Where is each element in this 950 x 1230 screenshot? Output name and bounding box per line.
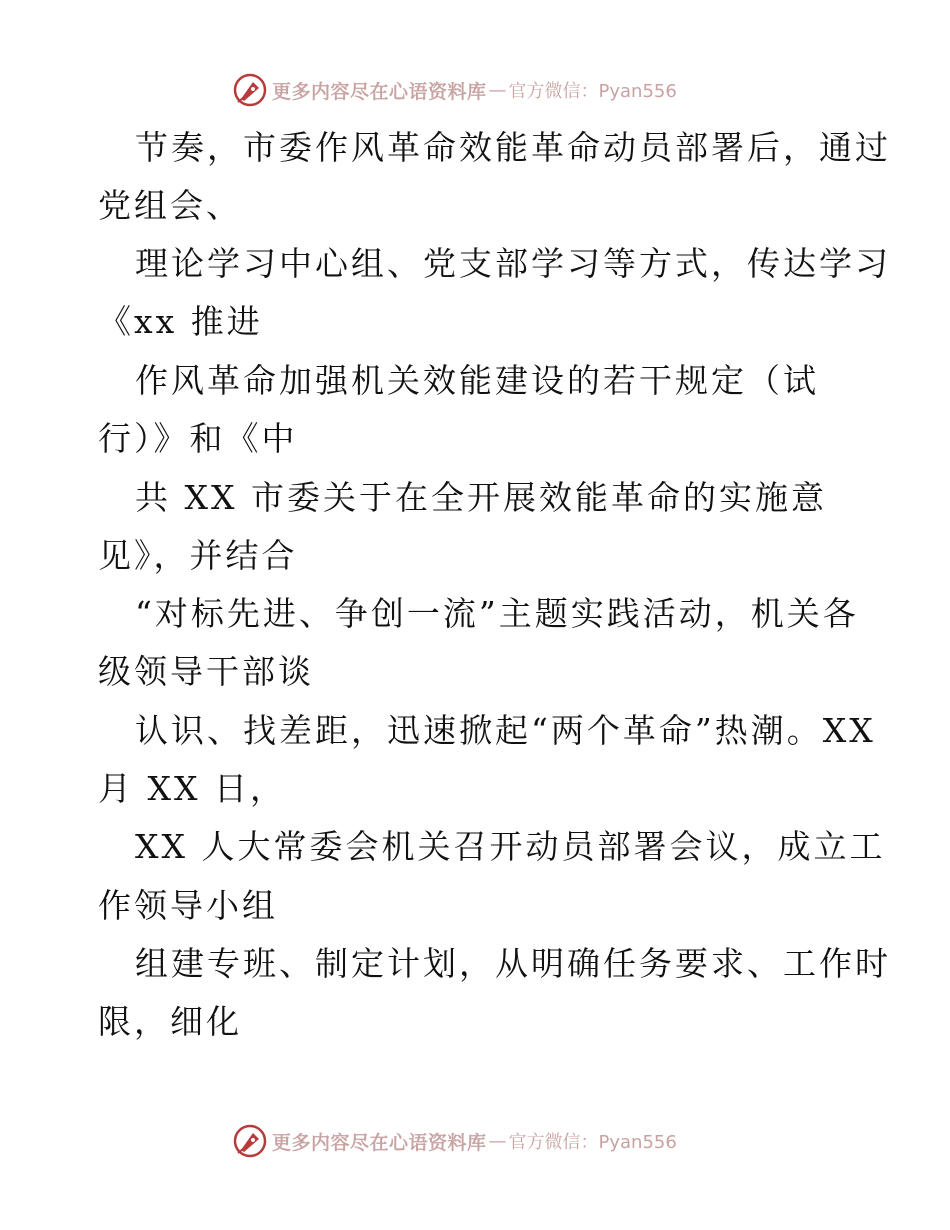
header-watermark-banner	[232, 70, 677, 110]
body-text-line: XX 人大常委会机关召开动员部署会议，成立工	[135, 827, 886, 866]
watermark-contact-text: 官方微信：Pyan556	[508, 1132, 677, 1153]
body-text-line: 作领导小组	[98, 886, 278, 925]
body-text-line: “对标先进、争创一流”主题实践活动，机关各	[135, 594, 859, 633]
watermark-main-text: 更多内容尽在心语资料库	[272, 1131, 487, 1154]
watermark-main-text: 更多内容尽在心语资料库	[272, 80, 487, 103]
pen-nib-logo-icon	[232, 1123, 268, 1159]
body-text-line: 理论学习中心组、党支部学习等方式，传达学习	[135, 244, 891, 283]
body-text-line: 作风革命加强机关效能建设的若干规定（试	[135, 361, 819, 400]
body-text-line: 党组会、	[98, 186, 242, 225]
watermark-separator: —	[488, 79, 507, 101]
body-text-line: 共 XX 市委关于在全开展效能革命的实施意	[135, 478, 827, 517]
body-text-line: 见》，并结合	[98, 536, 298, 575]
body-text-line: 组建专班、制定计划，从明确任务要求、工作时	[135, 944, 891, 983]
watermark-separator: —	[488, 1130, 507, 1152]
body-text-line: 行）》和《中	[98, 419, 298, 458]
body-text-line: 级领导干部谈	[98, 652, 314, 691]
footer-watermark-banner	[232, 1121, 677, 1161]
body-text-line: 节奏，市委作风革命效能革命动员部署后，通过	[135, 128, 891, 167]
watermark-contact-text: 官方微信：Pyan556	[508, 81, 677, 102]
body-text-line: 月 XX 日，	[98, 769, 286, 808]
body-text-line: 《xx 推进	[98, 302, 263, 341]
body-text-line: 认识、找差距，迅速掀起“两个革命”热潮。XX	[135, 711, 876, 750]
body-text-line: 限，细化	[98, 1002, 242, 1041]
pen-nib-logo-icon	[232, 72, 268, 108]
